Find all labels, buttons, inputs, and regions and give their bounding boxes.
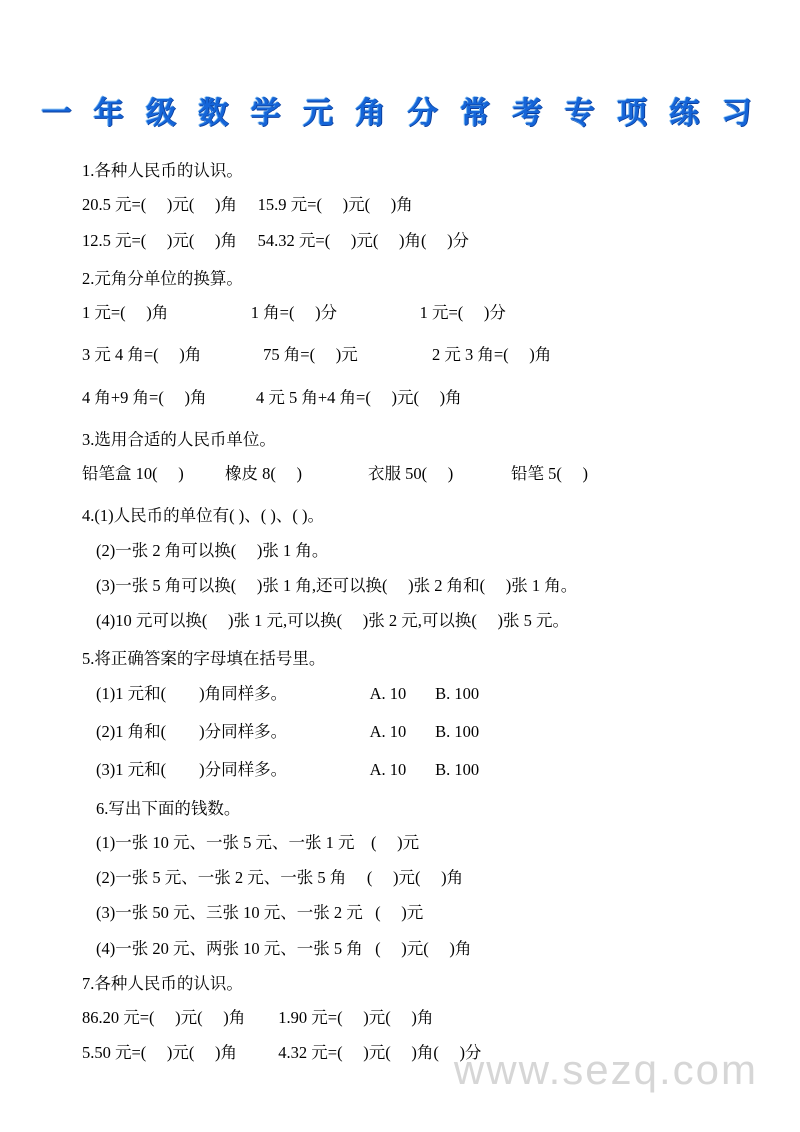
- section-6-line-1: (1)一张 10 元、一张 5 元、一张 1 元 ( )元: [96, 832, 420, 852]
- section-5-heading: 5.将正确答案的字母填在括号里。: [82, 649, 326, 669]
- section-6: [82, 798, 730, 960]
- section-5: [82, 648, 730, 781]
- section-3: [82, 429, 730, 486]
- section-4: [82, 505, 730, 632]
- section-5-line-2: (2)1 角和( )分同样多。 A. 10 B. 100: [96, 721, 480, 741]
- section-6-line-4: (4)一张 20 元、两张 10 元、一张 5 角 ( )元( )角: [96, 938, 472, 958]
- section-2-line-2: 3 元 4 角=( )角 75 角=( )元 2 元 3 角=( )角: [82, 345, 552, 365]
- section-7-line-2: 5.50 元=( )元( )角 4.32 元=( )元( )角( )分: [82, 1043, 482, 1063]
- section-1-heading: 1.各种人民币的认识。: [82, 161, 243, 180]
- page-title: 一 年 级 数 学 元 角 分 常 考 专 项 练 习: [41, 97, 759, 130]
- section-7-line-1: 86.20 元=( )元( )角 1.90 元=( )元( )角: [82, 1008, 434, 1028]
- section-1-line-2: 12.5 元=( )元( )角 54.32 元=( )元( )角( )分: [82, 230, 470, 250]
- section-2-heading: 2.元角分单位的换算。: [82, 268, 243, 288]
- section-1-line-1: 20.5 元=( )元( )角 15.9 元=( )元( )角: [82, 195, 413, 215]
- section-4-line-3: (4)10 元可以换( )张 1 元,可以换( )张 2 元,可以换( )张 5 元。: [96, 611, 569, 631]
- section-2: [82, 268, 730, 409]
- section-3-line-1: 铅笔盒 10( ) 橡皮 8( ) 衣服 50( ) 铅笔 5( ): [82, 464, 588, 484]
- section-6-line-2: (2)一张 5 元、一张 2 元、一张 5 角 ( )元( )角: [96, 868, 464, 888]
- section-4-heading: 4.(1)人民币的单位有( )、( )、( )。: [82, 506, 324, 526]
- section-2-line-1: 1 元=( )角 1 角=( )分 1 元=( )分: [82, 303, 506, 323]
- section-2-line-3: 4 角+9 角=( )角 4 元 5 角+4 角=( )元( )角: [82, 387, 462, 407]
- worksheet-content: [0, 132, 800, 1065]
- section-4-line-1: (2)一张 2 角可以换( )张 1 角。: [96, 540, 329, 560]
- section-3-heading: 3.选用合适的人民币单位。: [82, 429, 276, 449]
- section-6-line-3: (3)一张 50 元、三张 10 元、一张 2 元 ( )元: [96, 903, 424, 923]
- section-6-heading: 6.写出下面的钱数。: [96, 798, 241, 818]
- section-4-line-2: (3)一张 5 角可以换( )张 1 角,还可以换( )张 2 角和( )张 1 角。: [96, 575, 578, 595]
- section-1: [82, 160, 730, 252]
- watermark: www.sezq.com: [453, 1046, 758, 1093]
- section-5-line-1: (1)1 元和( )角同样多。 A. 10 B. 100: [96, 683, 480, 703]
- section-7-heading: 7.各种人民币的认识。: [82, 973, 243, 993]
- section-5-line-3: (3)1 元和( )分同样多。 A. 10 B. 100: [96, 760, 480, 780]
